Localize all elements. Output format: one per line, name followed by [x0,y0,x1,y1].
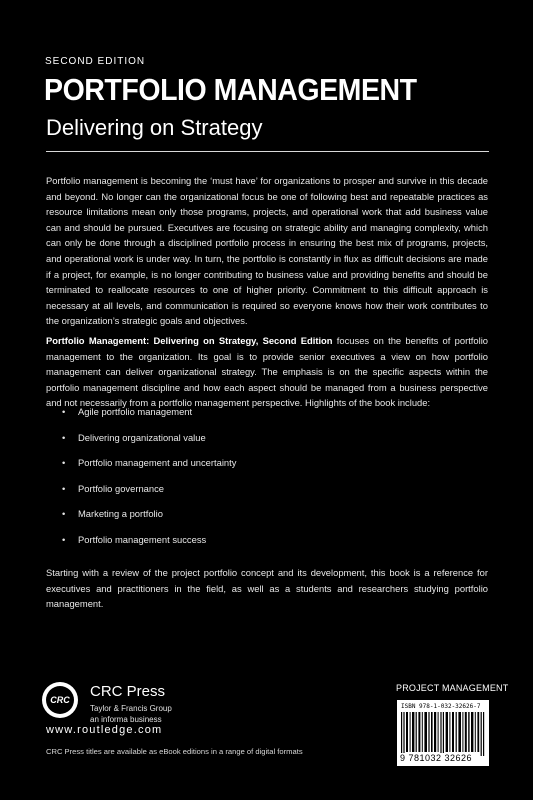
list-item [62,406,236,432]
logo-text: CRC [46,686,74,714]
list-item [62,432,236,458]
publisher-group: Taylor & Francis Group [90,704,172,713]
ebook-note: CRC Press titles are available as eBook editions in a range of digital formats [46,747,303,756]
bullet-icon: • [62,533,66,545]
website-link[interactable]: www.routledge.com [46,724,163,736]
list-item [62,457,236,483]
bullet-icon: • [62,457,66,469]
barcode-number: 9 781032 32626 [400,753,473,763]
highlight-text: Marketing a portfolio [78,508,163,520]
bullet-icon: • [62,508,66,520]
highlights-list [62,406,236,560]
publisher-subtitle [90,703,172,725]
publisher-name: CRC Press [90,683,166,700]
highlight-text: Delivering organizational value [78,431,206,443]
edition-label: SECOND EDITION [45,56,146,67]
highlight-text: Portfolio management and uncertainty [78,457,237,469]
book-subtitle: Delivering on Strategy [46,115,263,140]
book-title: PORTFOLIO MANAGEMENT [44,72,417,107]
highlight-text: Agile portfolio management [78,406,193,417]
description-paragraph-2 [46,333,488,411]
book-title-inline: Portfolio Management: Delivering on Strategy, Second Edition [46,335,333,346]
crc-logo-icon [42,682,78,718]
list-item [62,483,236,509]
highlight-text: Portfolio governance [78,482,164,494]
barcode [397,700,489,766]
paragraph-2-text: focuses on the benefits of portfolio management to the organization. Its goal is to provide senior executives a view on how portfolio management can deliver organizational strategy. The emphasis is on the specific aspects within the portfolio management discipline and how each aspect should be managed from a business perspective and not necessarily from a portfolio management perspective. Highlights of the book include: [46,335,489,409]
highlight-text: Portfolio management success [78,533,207,545]
bullet-icon: • [62,431,66,443]
category-label: PROJECT MANAGEMENT [396,683,509,693]
title-rule [46,151,489,152]
barcode-bars-icon [401,712,485,756]
description-paragraph-1: Portfolio management is becoming the ‘must have’ for organizations to prosper and survive in this decade and beyond. No longer can the organizational focus be one of following best and repeatable practices as resource limitations mean only those programs, projects, and operational work that add business value can and should be pursued. Executives are focusing on strategic ability and managing complexity, which can only be done through a disciplined portfolio process in ensuring the best mix of programs, projects, and operational work is under way. In turn, the portfolio is constantly in flux as difficult decisions are made if a project, for example, is no longer contributing to business value and providing benefits and should be terminated to reallocate resources to one of higher priority. Commitment to this difficult approach is necessary at all levels, and communication is required so everyone knows how their work contributes to the organization’s strategic goals and objectives. [46,175,488,327]
bullet-icon: • [62,406,66,417]
list-item [62,508,236,534]
bullet-icon: • [62,482,66,494]
isbn-label: ISBN 978-1-032-32626-7 [401,703,481,710]
description-paragraph-3: Starting with a review of the project portfolio concept and its development, this book is a reference for executives and practitioners in the field, as well as a students and researchers studying portfolio management. [46,567,488,610]
publisher-business: an informa business [90,715,162,724]
list-item [62,534,236,560]
